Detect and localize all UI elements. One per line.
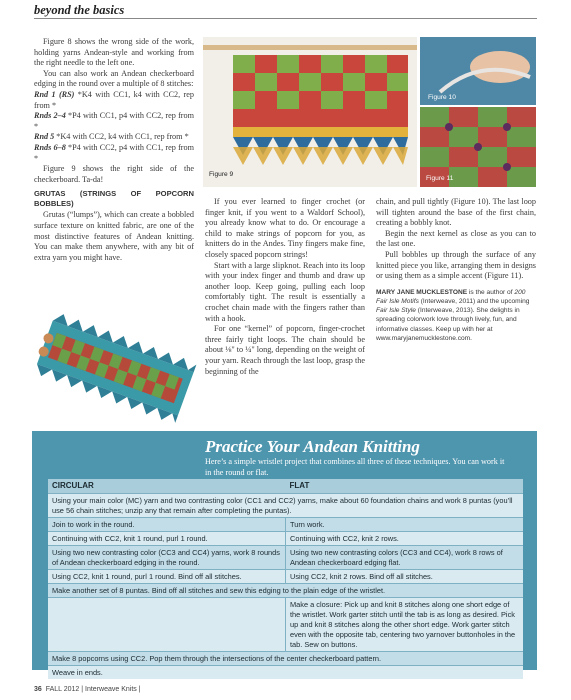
col1-paragraph: Figure 8 shows the wrong side of the work, holding yarns Andean-style and working from the right needle to the left one. — [34, 37, 194, 68]
table-row: Using CC2, knit 1 round, purl 1 round. Bind off all stitches. Using CC2, knit 2 rows. Bind off all stitches. — [48, 570, 523, 584]
figure-caption: Figure 11 — [426, 175, 454, 182]
column-3 — [376, 197, 536, 343]
issue: FALL 2012 — [45, 686, 80, 693]
column-1 — [34, 37, 194, 263]
column-2 — [205, 197, 365, 377]
round-instruction: Rnds 6–8 *P4 with CC2, p4 with CC1, rep from * — [34, 142, 194, 163]
table-row: Make a closure: Pick up and knit 8 stitches along one short edge of the wristlet. Work garter stitch until the tab is as long as desired. Pick up and knit 8 stitches along the other short edge. Work garter stitch even with the opposite tab, centering two yarnover buttonholes in the tab. Sew on buttons. — [48, 598, 523, 652]
table-header-row — [48, 479, 523, 494]
col2-paragraph: For one “kernel” of popcorn, finger-crochet three fairly tight loops. The chain should be about ⅛" to ¼" long, depending on the weight of your yarn. Reach through the last loop, grasp the beginning of the — [205, 324, 365, 376]
section-header: beyond the basics — [34, 3, 125, 17]
table-row: Using two new contrasting color (CC3 and CC4) yarns, work 8 rounds of Andean checkerboard edging in the round. Using two new contrasting colors (CC3 and CC4), work 8 rows of Andean checkerboard edging flat. — [48, 546, 523, 570]
page-footer: 36 FALL 2012 | Interweave Knits | — [34, 686, 141, 693]
col3-paragraph: chain, and pull tightly (Figure 10). The last loop will tighten around the base of the first chain, creating a bobbly knot. — [376, 197, 536, 228]
knitting-illustration — [203, 37, 417, 187]
table-row: Continuing with CC2, knit 1 round, purl 1 round. Continuing with CC2, knit 2 rows. — [48, 532, 523, 546]
wristlet-illustration — [30, 305, 200, 433]
project-table — [48, 479, 523, 679]
col1-paragraph: You can also work an Andean checkerboard edging in the round over a multiple of 8 stitches: — [34, 68, 194, 89]
round-instruction: Rnd 5 *K4 with CC2, k4 with CC1, rep from * — [34, 132, 189, 142]
table-row: Make another set of 8 puntas. Bind off all stitches and sew this edging to the plain edge of the wristlet. — [48, 584, 523, 598]
col1-paragraph: Grutas (“lumps”), which can create a bobbled surface texture on knitted fabric, are one of the most distinctive features of Andean knitting. You can make them anywhere, with any bit of extra yarn you might have. — [34, 210, 194, 262]
wristlet-photo — [30, 305, 200, 433]
figure-10-photo — [420, 37, 536, 105]
table-row: Join to work in the round. Turn work. — [48, 518, 523, 532]
figure-11-photo — [420, 107, 536, 187]
table-row: Make 8 popcorns using CC2. Pop them through the intersections of the center checkerboard pattern. — [48, 652, 523, 666]
col3-paragraph: Begin the next kernel as close as you can to the last one. — [376, 228, 536, 249]
col2-paragraph: Start with a large slipknot. Reach into its loop with your index finger and thumb and draw up another loop. Keep going, pulling each loop comfortably tight. The result is essentially a crochet chain made with the fingers rather than with a hook. — [205, 260, 365, 323]
project-title: Practice Your Andean Knitting — [205, 437, 420, 456]
subheading: GRUTAS (STRINGS OF POPCORN BOBBLES) — [34, 189, 194, 209]
round-instruction: Rnds 2–4 *P4 with CC1, p4 with CC2, rep from * — [34, 111, 194, 131]
figure-9-photo — [203, 37, 417, 187]
column-header-flat: FLAT — [286, 479, 524, 494]
magazine-name: Interweave Knits — [85, 686, 137, 693]
table-row: Using your main color (MC) yarn and two contrasting color (CC1 and CC2) yarns, make about 60 foundation chains and work 8 puntas (you’ll use 56 chain stitches; unzip any that remain after completing the puntas). — [48, 494, 523, 518]
column-header-circular: CIRCULAR — [48, 479, 286, 494]
figure-caption: Figure 10 — [428, 94, 456, 101]
col1-paragraph: Figure 9 shows the right side of the checkerboard. Ta-da! — [34, 164, 194, 184]
header-rule — [34, 18, 537, 19]
col2-paragraph: If you ever learned to finger crochet (or finger knit, if you went to a Waldorf School), you already know what to do. Or encourage a child to make strings of popcorn for you, as knitters do in the Andes. Tiny fingers make fine, closely spaced popcorn strings! — [205, 197, 365, 259]
col3-paragraph: Pull bobbles up through the surface of any knitted piece you like, arranging them in designs or using them as a simple accent (Figure 11). — [376, 249, 536, 281]
page-number: 36 — [34, 686, 42, 693]
author-bio: MARY JANE MUCKLESTONE is the author of 200 Fair Isle Motifs (Interweave, 2011) and the upcoming Fair Isle Style (Interweave, 2013). She delights in spreading colorwork love through lively, fun, and informative classes. Keep up with her at www.maryjanemucklestone.com. — [376, 288, 530, 342]
figure-caption: Figure 9 — [209, 171, 234, 178]
round-instruction: Rnd 1 (RS) *K4 with CC1, k4 with CC2, rep from * — [34, 89, 195, 110]
table-row: Weave in ends. — [48, 666, 523, 680]
project-subtitle: Here’s a simple wristlet project that combines all three of these techniques. You can work it in the round or flat. — [205, 457, 505, 477]
